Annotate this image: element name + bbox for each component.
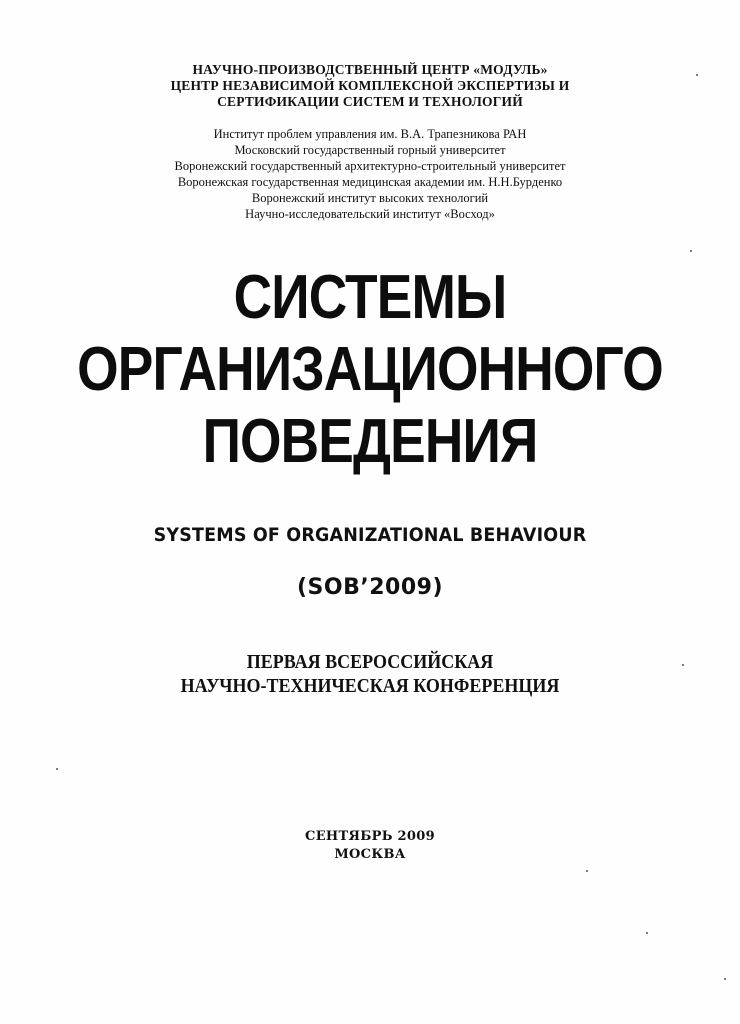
scan-speck bbox=[682, 664, 684, 666]
conference-name bbox=[37, 650, 703, 698]
organizer-line: НАУЧНО-ПРОИЗВОДСТВЕННЫЙ ЦЕНТР «МОДУЛЬ» bbox=[192, 62, 548, 77]
conference-line: ПЕРВАЯ ВСЕРОССИЙСКАЯ bbox=[246, 651, 494, 673]
organizer-line: СЕРТИФИКАЦИИ СИСТЕМ И ТЕХНОЛОГИЙ bbox=[217, 94, 523, 109]
english-title: SYSTEMS OF ORGANIZATIONAL BEHAVIOUR bbox=[153, 524, 587, 546]
institution-line: Московский государственный горный университет bbox=[234, 143, 506, 157]
main-title-line: ПОВЕДЕНИЯ bbox=[202, 407, 538, 476]
institution-line: Воронежская государственная медицинская академии им. Н.Н.Бурденко bbox=[177, 175, 563, 189]
organizer-line: ЦЕНТР НЕЗАВИСИМОЙ КОМПЛЕКСНОЙ ЭКСПЕРТИЗЫ И bbox=[170, 78, 570, 93]
organizer-header bbox=[0, 62, 740, 110]
institution-line: Воронежский государственный архитектурно-строительный университет bbox=[174, 159, 566, 173]
place-text: МОСКВА bbox=[334, 847, 406, 862]
institution-line: Научно-исследовательский институт «Восход» bbox=[245, 207, 495, 221]
conference-acronym: (SOB’2009) bbox=[296, 575, 443, 600]
main-title-line: ОРГАНИЗАЦИОННОГО bbox=[77, 335, 663, 404]
main-title-line: СИСТЕМЫ bbox=[233, 263, 507, 332]
conference-line: НАУЧНО-ТЕХНИЧЕСКАЯ КОНФЕРЕНЦИЯ bbox=[180, 675, 560, 697]
main-title bbox=[52, 262, 688, 478]
institution-line: Воронежский институт высоких технологий bbox=[251, 191, 489, 205]
scan-speck bbox=[56, 768, 58, 770]
scan-speck bbox=[586, 870, 588, 872]
date-text: СЕНТЯБРЬ 2009 bbox=[305, 829, 435, 844]
scan-speck bbox=[724, 978, 726, 980]
institution-line: Институт проблем управления им. В.А. Трапезникова РАН bbox=[213, 127, 527, 141]
scan-speck bbox=[690, 250, 692, 252]
date-place bbox=[0, 828, 740, 864]
scan-speck bbox=[696, 74, 698, 76]
scan-speck bbox=[646, 932, 648, 934]
institutions-list bbox=[0, 126, 740, 222]
